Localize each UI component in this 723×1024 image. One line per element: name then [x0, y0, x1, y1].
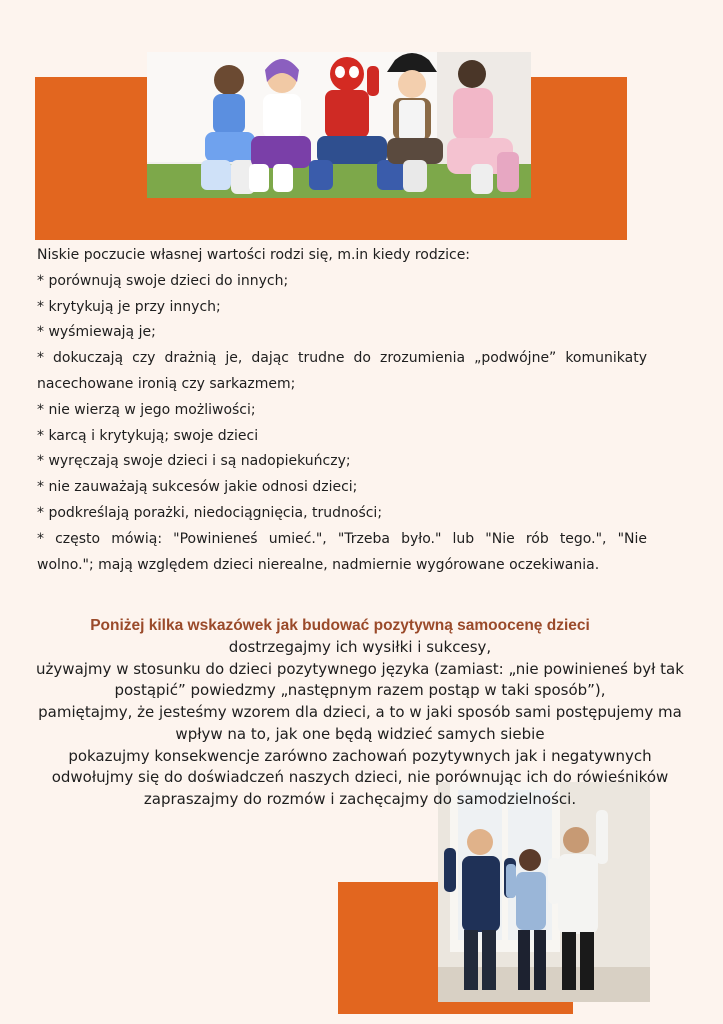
- list-item: * często mówią: "Powinieneś umieć.", "Trzeba było." lub "Nie rób tego.", "Nie: [37, 530, 647, 547]
- list-item: * dokuczają czy drażnią je, dając trudne do zrozumienia „podwójne” komunikaty: [37, 350, 647, 367]
- list-item: * wyręczają swoje dzieci i są nadopiekuńczy;: [37, 453, 351, 470]
- list-item: * karcą i krytykują; swoje dzieci: [37, 427, 259, 444]
- list-item-continuation: nacechowane ironią czy sarkazmem;: [37, 375, 296, 392]
- cheering-adults-photo: [438, 782, 650, 1002]
- tips-list: [20, 637, 700, 811]
- tip-line: odwołujmy się do doświadczeń naszych dzieci, nie porównując ich do rówieśników: [51, 768, 669, 787]
- list-item: * nie zauważają sukcesów jakie odnosi dzieci;: [37, 479, 358, 496]
- list-item: * wyśmiewają je;: [37, 324, 156, 341]
- tip-line: dostrzegajmy ich wysiłki i sukcesy,: [228, 638, 492, 656]
- list-item: * podkreślają porażki, niedociągnięcia, trudności;: [37, 504, 383, 521]
- list-item: * porównują swoje dzieci do innych;: [37, 272, 289, 289]
- tip-line: pamiętajmy, że jesteśmy wzorem dla dzieci, a to w jaki sposób sami postępujemy ma: [38, 703, 682, 722]
- tip-line: pokazujmy konsekwencje zarówno zachowań pozytywnych jak i negatywnych: [68, 746, 652, 765]
- list-item-continuation: wolno."; mają względem dzieci nierealne, nadmiernie wygórowane oczekiwania.: [37, 556, 600, 573]
- tips-heading: Poniżej kilka wskazówek jak budować pozytywną samoocenę dzieci: [90, 617, 590, 634]
- tip-line: wpływ na to, jak one będą widzieć samych siebie: [175, 724, 545, 743]
- children-in-costumes-photo: [147, 52, 531, 198]
- intro-text: Niskie poczucie własnej wartości rodzi się, m.in kiedy rodzice:: [37, 247, 471, 263]
- list-item: * krytykują je przy innych;: [37, 298, 221, 315]
- tip-line: zapraszajmy do rozmów i zachęcajmy do samodzielności.: [143, 789, 577, 808]
- low-self-esteem-list: [37, 243, 647, 578]
- tip-line: postąpić” powiedzmy „następnym razem postąp w taki sposób”),: [114, 681, 606, 700]
- list-item: * nie wierzą w jego możliwości;: [37, 401, 256, 418]
- tip-line: używajmy w stosunku do dzieci pozytywnego języka (zamiast: „nie powinieneś był tak: [36, 659, 684, 678]
